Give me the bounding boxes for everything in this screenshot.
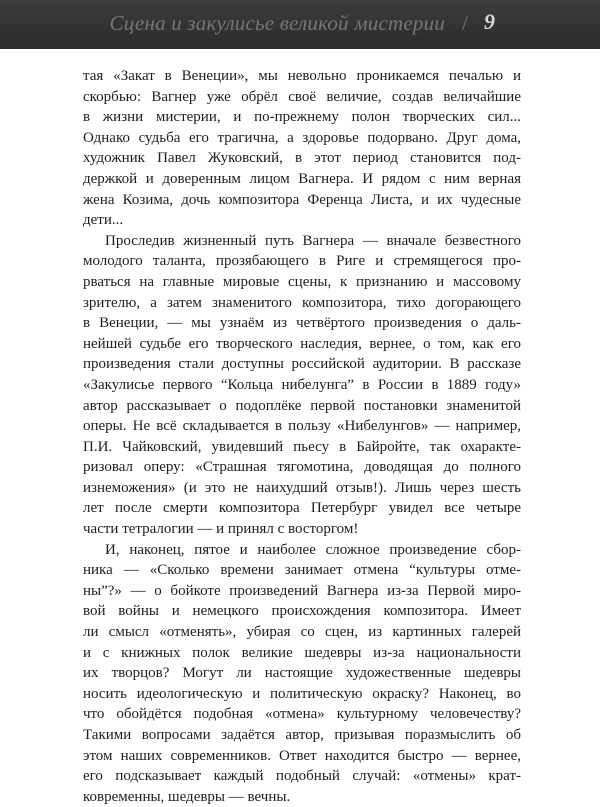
text-line: дети... [83, 212, 124, 229]
text-line: этом наших современников. Ответ находится быстро — вернее, [83, 747, 521, 764]
text-line: Проследив жизненный путь Вагнера — вначале безвестного [105, 232, 521, 249]
body-text [83, 66, 521, 807]
text-line: автор рассказывает о подоплёке первой постановки знаменитой [83, 397, 521, 414]
text-line: И, наконец, пятое и наиболее сложное произведение сбор- [105, 541, 521, 558]
text-line: произведения стали доступны российской аудитории. В рассказе [83, 356, 521, 373]
running-title: Сцена и закулисье великой мистерии [109, 11, 445, 35]
text-line: молодого таланта, прозябающего в Риге и стремящегося про- [83, 253, 521, 270]
text-line: изнеможения» (и это не наихудший отзыв!). Лишь через шесть [83, 479, 521, 496]
text-line: ника — «Сколько времени занимает отмена “культуры отме- [83, 562, 521, 579]
text-line: «Закулисье первого “Кольца нибелунга” в России в 1889 году» [83, 376, 521, 393]
text-line: ны”?» — о бойкоте произведений Вагнера из-за Первой миро- [83, 582, 521, 599]
text-line: оперы. Не всё складывается в пользу «Нибелунгов» — например, [83, 418, 521, 435]
text-line: его подсказывает каждый подобный случай: «отмены» крат- [83, 768, 521, 785]
running-header [0, 0, 600, 49]
text-line: части тетралогии — и принял с восторгом! [83, 521, 359, 538]
text-line: художник Павел Жуковский, в этот период становится под- [83, 150, 521, 167]
text-line: лет после смерти композитора Петербург увидел все четыре [83, 500, 521, 517]
text-line: держкой и доверенным лицом Вагнера. И рядом с ним верная [83, 170, 521, 187]
text-line: рваться на главные мировые сцены, к признанию и массовому [83, 273, 521, 290]
text-line: зрителю, а затем знаменитого композитора, тихо догорающего [83, 294, 521, 311]
text-line: скорбью: Вагнер уже обрёл своё величие, создав величайшие [83, 88, 521, 105]
text-line: в Венеции, — мы узнаём из четвёртого произведения о даль- [83, 315, 521, 332]
page-number: 9 [484, 9, 495, 34]
text-line: нейшей судьбе его творческого наследия, вернее, о том, как его [83, 335, 521, 352]
text-line: ковременны, шедевры — вечны. [83, 788, 291, 805]
text-line: их творцов? Могут ли настоящие художественные шедевры [83, 665, 521, 682]
text-line: тая «Закат в Венеции», мы невольно проникаемся печалью и [83, 68, 521, 84]
text-line: ли смысл «отменять», убирая со сцен, из картинных галерей [83, 624, 521, 641]
text-line: вой войны и немецкого происхождения композитора. Имеет [83, 603, 521, 620]
text-line: и с книжных полок великие шедевры из-за национальности [83, 644, 521, 661]
header-separator: / [462, 11, 468, 35]
text-line: П.И. Чайковский, увидевший пьесу в Байройте, так охаракте- [83, 438, 521, 455]
text-line: Такими вопросами задаётся автор, призывая поразмыслить об [83, 727, 521, 743]
text-line: Однако судьба его трагична, а здоровье подорвано. Друг дома, [83, 129, 521, 146]
text-line: носить идеологическую и политическую окраску? Наконец, во [83, 685, 521, 702]
text-line: в жизни мистерии, и по-прежнему полон творческих сил... [83, 109, 521, 126]
text-line: что обойдётся подобная «отмена» культурному человечеству? [83, 706, 521, 723]
text-line: жена Козима, дочь композитора Ференца Листа, и их чудесные [83, 191, 521, 208]
text-line: ризовал оперу: «Страшная тягомотина, доводящая до полного [83, 459, 521, 476]
